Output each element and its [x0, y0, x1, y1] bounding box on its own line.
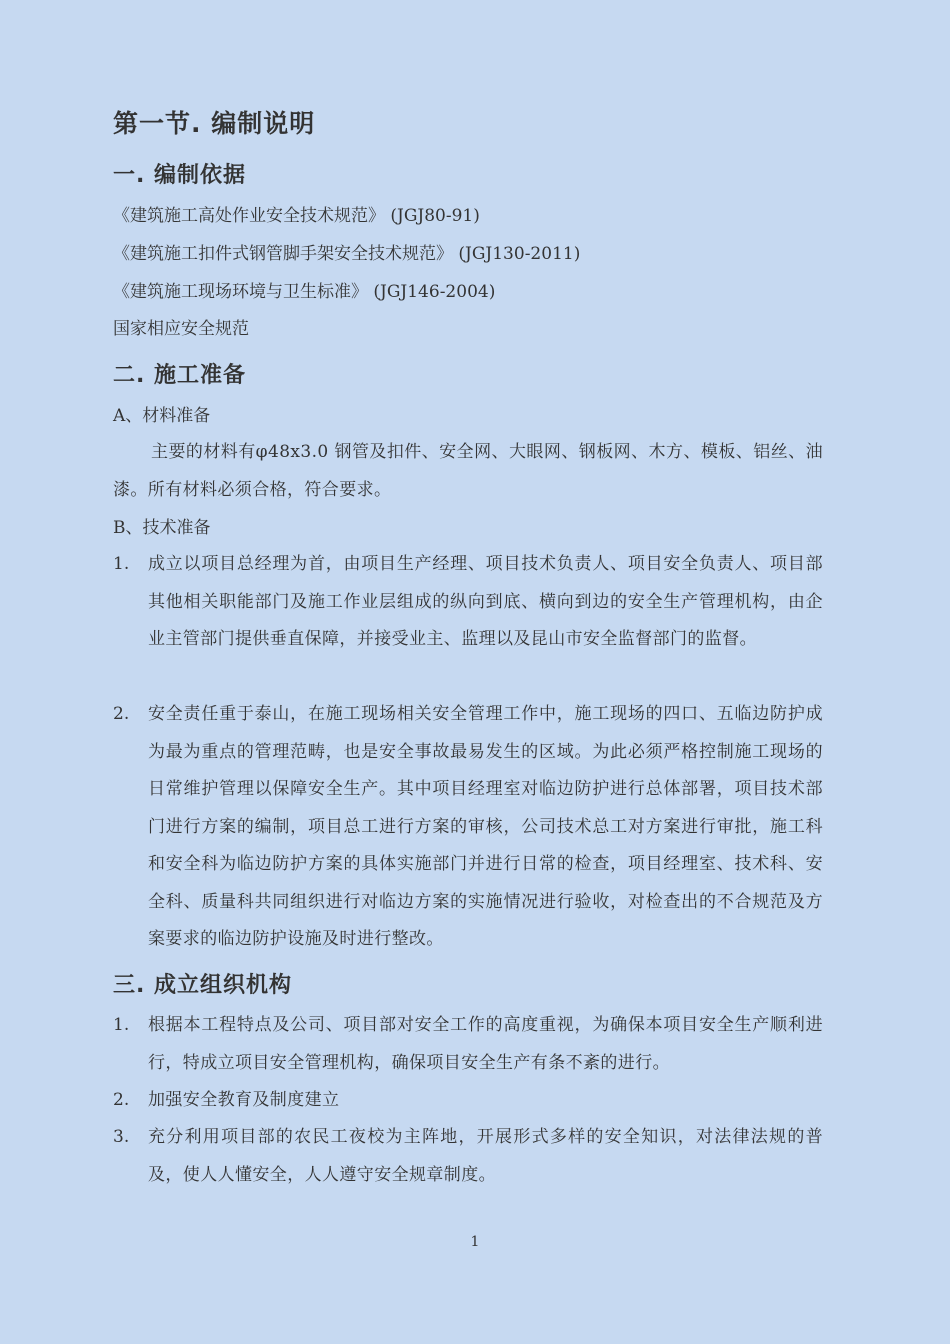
heading-preparation: 二. 施工准备: [113, 363, 247, 388]
reference-item: 《建筑施工现场环境与卫生标准》 (JGJ146-2004): [113, 282, 496, 302]
item-number: 3.: [113, 1127, 130, 1147]
material-prep-label: A、材料准备: [113, 406, 211, 426]
item-number: 1.: [113, 554, 130, 574]
heading-organization: 三. 成立组织机构: [113, 973, 293, 998]
item-text: 根据本工程特点及公司、项目部对安全工作的高度重视，为确保本项目安全生产顺利进行，特成立项目安全管理机构，确保项目安全生产有条不紊的进行。: [148, 1015, 823, 1073]
page-number: 1: [470, 1234, 480, 1250]
item-text: 安全责任重于泰山，在施工现场相关安全管理工作中，施工现场的四口、五临边防护成为最为重点的管理范畴，也是安全事故最易发生的区域。为此必须严格控制施工现场的日常维护管理以保障安全生产。其中项目经理室对临边防护进行总体部署，项目技术部门进行方案的编制，项目总工进行方案的审核，公司技术总工对方案进行审批，施工科和安全科为临边防护方案的具体实施部门并进行日常的检查，项目经理室、技术科、安全科、质量科共同组织进行对临边方案的实施情况进行验收，对检查出的不合规范及方案要求的临边防护设施及时进行整改。: [148, 704, 823, 949]
item-text: 成立以项目总经理为首，由项目生产经理、项目技术负责人、项目安全负责人、项目部其他相关职能部门及施工作业层组成的纵向到底、横向到边的安全生产管理机构，由企业主管部门提供垂直保障，并接受业主、监理以及昆山市安全监督部门的监督。: [148, 554, 823, 649]
reference-item: 国家相应安全规范: [113, 319, 249, 339]
tech-prep-label: B、技术准备: [113, 518, 211, 538]
material-prep-text: 主要的材料有φ48x3.0 钢管及扣件、安全网、大眼网、钢板网、木方、模板、铝丝、油漆。所有材料必须合格，符合要求。: [113, 442, 823, 500]
item-text: 加强安全教育及制度建立: [148, 1090, 340, 1110]
item-number: 2.: [113, 1090, 130, 1110]
reference-item: 《建筑施工高处作业安全技术规范》 (JGJ80-91): [113, 206, 480, 226]
item-text: 充分利用项目部的农民工夜校为主阵地，开展形式多样的安全知识，对法律法规的普及，使人人懂安全，人人遵守安全规章制度。: [148, 1127, 823, 1185]
item-number: 2.: [113, 704, 130, 724]
item-number: 1.: [113, 1015, 130, 1035]
section-title: 第一节. 编制说明: [113, 109, 316, 138]
heading-basis: 一. 编制依据: [113, 163, 247, 188]
reference-item: 《建筑施工扣件式钢管脚手架安全技术规范》 (JGJ130-2011): [113, 244, 581, 264]
